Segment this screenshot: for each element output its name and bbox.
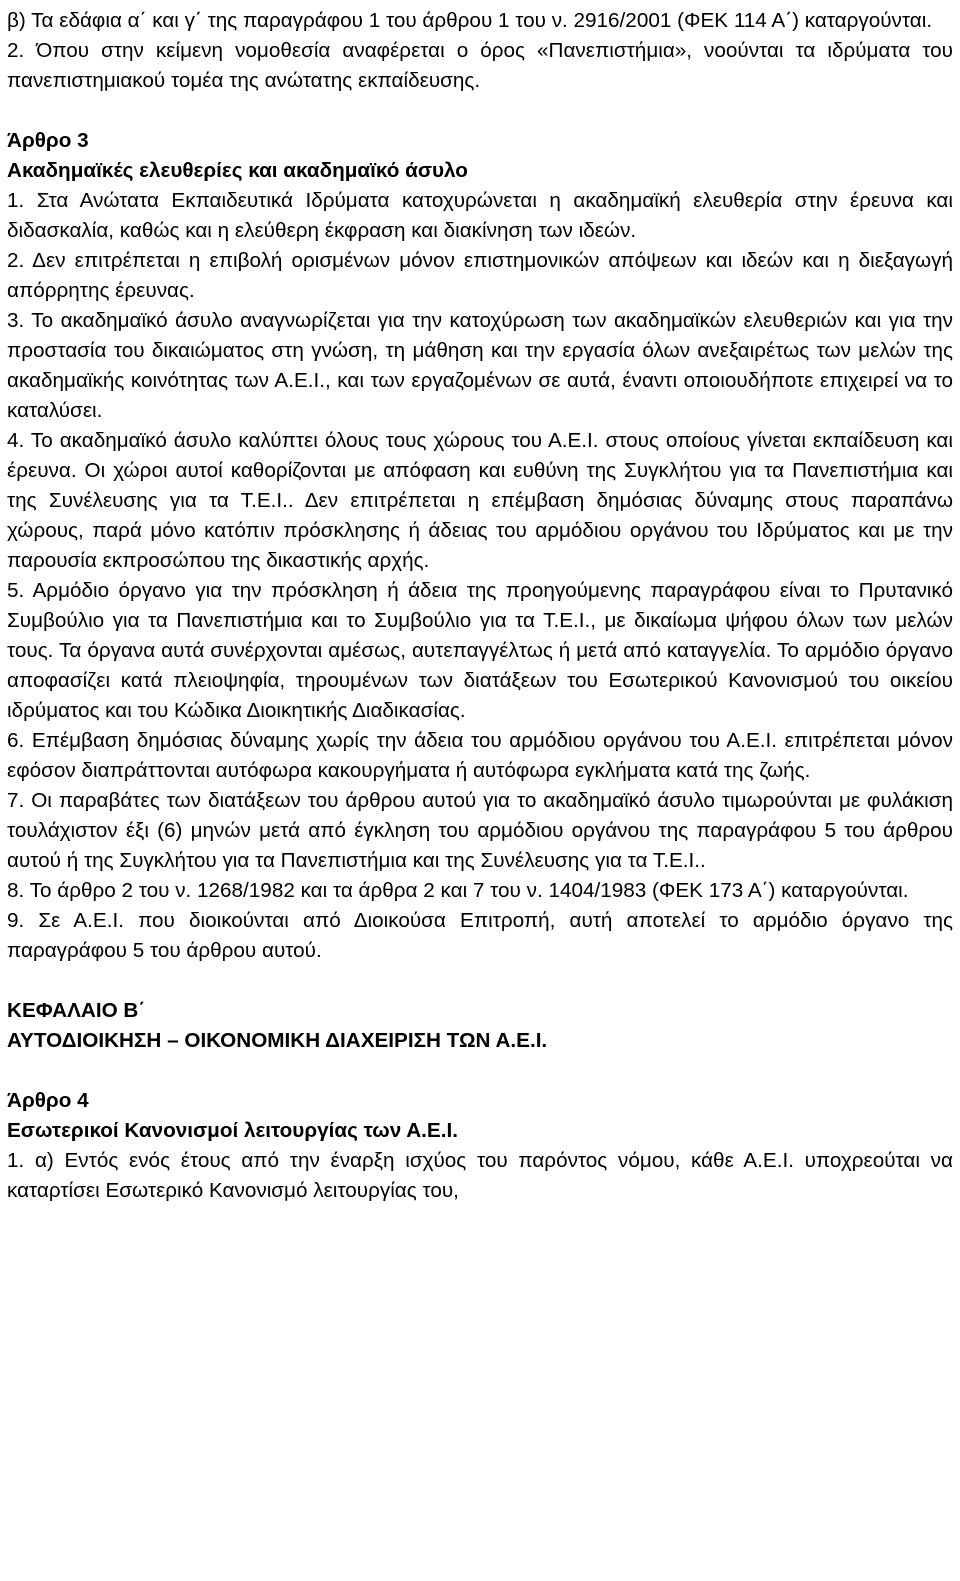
article-4-title: Εσωτερικοί Κανονισμοί λειτουργίας των Α.Ε.Ι.	[7, 1119, 458, 1142]
article-3-paragraph-6: 6. Επέμβαση δημόσιας δύναμης χωρίς την άδεια του αρμόδιου οργάνου του Α.Ε.Ι. επιτρέπεται μόνον εφόσον διαπράττονται αυτόφωρα κακουργήματα ή αυτόφωρα εγκλήματα κατά της ζωής.	[7, 729, 953, 782]
paragraph-2-previous: 2. Όπου στην κείμενη νομοθεσία αναφέρεται ο όρος «Πανεπιστήμια», νοούνται τα ιδρύματα του πανεπιστημιακού τομέα της ανώτατης εκπαίδευσης.	[7, 39, 953, 92]
article-3-paragraph-5: 5. Αρμόδιο όργανο για την πρόσκληση ή άδεια της προηγούμενης παραγράφου είναι το Πρυτανικό Συμβούλιο για τα Πανεπιστήμια και το Συμβούλιο για τα Τ.Ε.Ι., με δικαίωμα ψήφου όλων των μελών τους. Τα όργανα αυτά συνέρχονται αμέσως, αυτεπαγγέλτως ή μετά από καταγγελία. Το αρμόδιο όργανο αποφασίζει κατά πλειοψηφία, τηρουμένων των διατάξεων του Εσωτερικού Κανονισμού του οικείου ιδρύματος και του Κώδικα Διοικητικής Διαδικασίας.	[7, 579, 953, 722]
chapter-title: ΑΥΤΟΔΙΟΙΚΗΣΗ – ΟΙΚΟΝΟΜΙΚΗ ΔΙΑΧΕΙΡΙΣΗ ΤΩΝ Α.Ε.Ι.	[7, 1029, 548, 1052]
article-3-paragraph-3: 3. Το ακαδημαϊκό άσυλο αναγνωρίζεται για την κατοχύρωση των ακαδημαϊκών ελευθεριών και για την προστασία του δικαιώματος στη γνώση, τη μάθηση και την εργασία όλων ανεξαιρέτως των μελών της ακαδημαϊκής κοινότητας των Α.Ε.Ι., και των εργαζομένων σε αυτά, έναντι οποιουδήποτε επιχειρεί να το καταλύσει.	[7, 309, 953, 422]
article-3-title: Ακαδημαϊκές ελευθερίες και ακαδημαϊκό άσυλο	[7, 159, 468, 182]
spacer	[7, 966, 953, 996]
article-3-paragraph-4: 4. Το ακαδημαϊκό άσυλο καλύπτει όλους τους χώρους του Α.Ε.Ι. στους οποίους γίνεται εκπαίδευση και έρευνα. Οι χώροι αυτοί καθορίζονται με απόφαση και ευθύνη της Συγκλήτου για τα Πανεπιστήμια και της Συνέλευσης για τα Τ.Ε.Ι.. Δεν επιτρέπεται η επέμβαση δημόσιας δύναμης στους παραπάνω χώρους, παρά μόνο κατόπιν πρόσκλησης ή άδειας του αρμόδιου οργάνου του Ιδρύματος και με την παρουσία εκπροσώπου της δικαστικής αρχής.	[7, 429, 953, 572]
article-4-heading: Άρθρο 4	[7, 1089, 89, 1112]
article-3-paragraph-8: 8. Το άρθρο 2 του ν. 1268/1982 και τα άρθρα 2 και 7 του ν. 1404/1983 (ΦΕΚ 173 Α΄) καταργούνται.	[7, 879, 909, 902]
article-4-paragraph-1: 1. α) Εντός ενός έτους από την έναρξη ισχύος του παρόντος νόμου, κάθε Α.Ε.Ι. υποχρεούται να καταρτίσει Εσωτερικό Κανονισμό λειτουργίας του,	[7, 1149, 953, 1202]
article-3-heading: Άρθρο 3	[7, 129, 89, 152]
spacer	[7, 96, 953, 126]
article-3-paragraph-2: 2. Δεν επιτρέπεται η επιβολή ορισμένων μόνον επιστημονικών απόψεων και ιδεών και η διεξαγωγή απόρρητης έρευνας.	[7, 249, 953, 302]
spacer	[7, 1056, 953, 1086]
article-3-paragraph-7: 7. Οι παραβάτες των διατάξεων του άρθρου αυτού για το ακαδημαϊκό άσυλο τιμωρούνται με φυλάκιση τουλάχιστον έξι (6) μηνών μετά από έγκληση του αρμόδιου οργάνου της παραγράφου 5 του άρθρου αυτού ή της Συγκλήτου για τα Πανεπιστήμια και της Συνέλευσης για τα Τ.Ε.Ι..	[7, 789, 953, 872]
paragraph-b: β) Τα εδάφια α΄ και γ΄ της παραγράφου 1 του άρθρου 1 του ν. 2916/2001 (ΦΕΚ 114 Α΄) καταργούνται.	[7, 9, 933, 32]
article-3-paragraph-9: 9. Σε Α.Ε.Ι. που διοικούνται από Διοικούσα Επιτροπή, αυτή αποτελεί το αρμόδιο όργανο της παραγράφου 5 του άρθρου αυτού.	[7, 909, 953, 962]
article-3-paragraph-1: 1. Στα Ανώτατα Εκπαιδευτικά Ιδρύματα κατοχυρώνεται η ακαδημαϊκή ελευθερία στην έρευνα και διδασκαλία, καθώς και η ελεύθερη έκφραση και διακίνηση των ιδεών.	[7, 189, 953, 242]
chapter-heading: ΚΕΦΑΛΑΙΟ Β΄	[7, 999, 146, 1022]
